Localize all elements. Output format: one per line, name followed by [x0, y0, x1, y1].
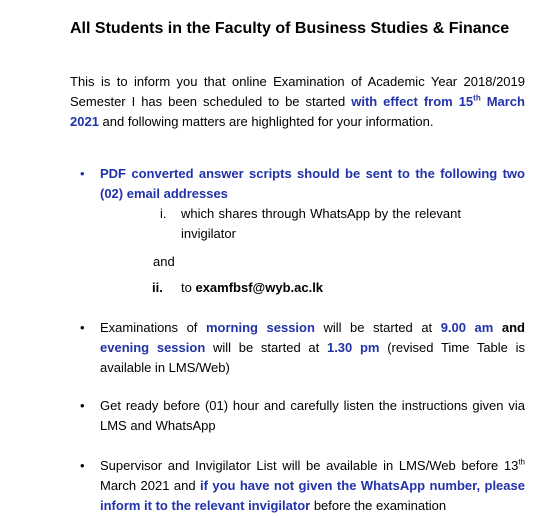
sub-item-ii-text	[181, 278, 461, 298]
bullet-2-part-1: Examinations of	[100, 320, 206, 335]
bullet-2-and: and	[501, 320, 526, 335]
bullet-2-text	[100, 318, 525, 378]
bullet-4-part-2: March 2021 and	[100, 478, 200, 493]
morning-session-highlight: morning session	[205, 320, 315, 335]
page-title: All Students in the Faculty of Business Studies & Finance	[70, 20, 510, 37]
whatsapp-notice-highlight: if you have not given the WhatsApp number, please inform it to the relevant invigilator	[100, 478, 525, 513]
effective-date-text: with effect from 15	[351, 94, 474, 109]
sub-item-i-text: which shares through WhatsApp by the relevant invigilator	[181, 206, 461, 241]
effective-date-month: March 2021	[70, 94, 525, 129]
bullet-2-part-2: will be started at	[314, 320, 441, 335]
bullet-4-date-suffix: th	[518, 457, 525, 467]
bullet-dot-1: •	[80, 166, 85, 181]
bullet-4-text	[100, 456, 525, 516]
and-connector: and	[153, 254, 175, 269]
bullet-3-text: Get ready before (01) hour and carefully listen the instructions given via LMS and WhatsApp	[100, 398, 525, 433]
intro-text-1: This is to inform you that online Examination of Academic Year 2018/2019 Semester I has been scheduled to be started	[70, 74, 525, 109]
sub-item-i-number: i.	[160, 206, 167, 221]
intro-paragraph	[70, 72, 525, 132]
bullet-1-text: PDF converted answer scripts should be sent to the following two (02) email addresses	[100, 166, 525, 201]
sub-item-ii-prefix: to	[181, 280, 196, 295]
evening-time-highlight: 1.30 pm	[326, 340, 380, 355]
bullet-4-part-1: Supervisor and Invigilator List will be available in LMS/Web before 13	[100, 458, 519, 473]
bullet-2-part-5: (revised Time Table is available in LMS/Web)	[100, 340, 526, 375]
bullet-2-part-4: will be started at	[205, 340, 327, 355]
effective-date-suffix: th	[473, 93, 481, 103]
bullet-2-space-1	[493, 320, 502, 335]
exam-email-link[interactable]: examfbsf@wyb.ac.lk	[195, 280, 324, 295]
morning-time-highlight: 9.00 am	[440, 320, 494, 335]
bullet-dot-3: •	[80, 398, 85, 413]
bullet-4-part-3: before the examination	[310, 498, 447, 513]
intro-text-2: and following matters are highlighted for your information.	[98, 114, 434, 129]
bullet-dot-4: •	[80, 458, 85, 473]
sub-item-ii-number: ii.	[152, 280, 163, 295]
evening-session-highlight: evening session	[100, 340, 206, 355]
bullet-dot-2: •	[80, 320, 85, 335]
